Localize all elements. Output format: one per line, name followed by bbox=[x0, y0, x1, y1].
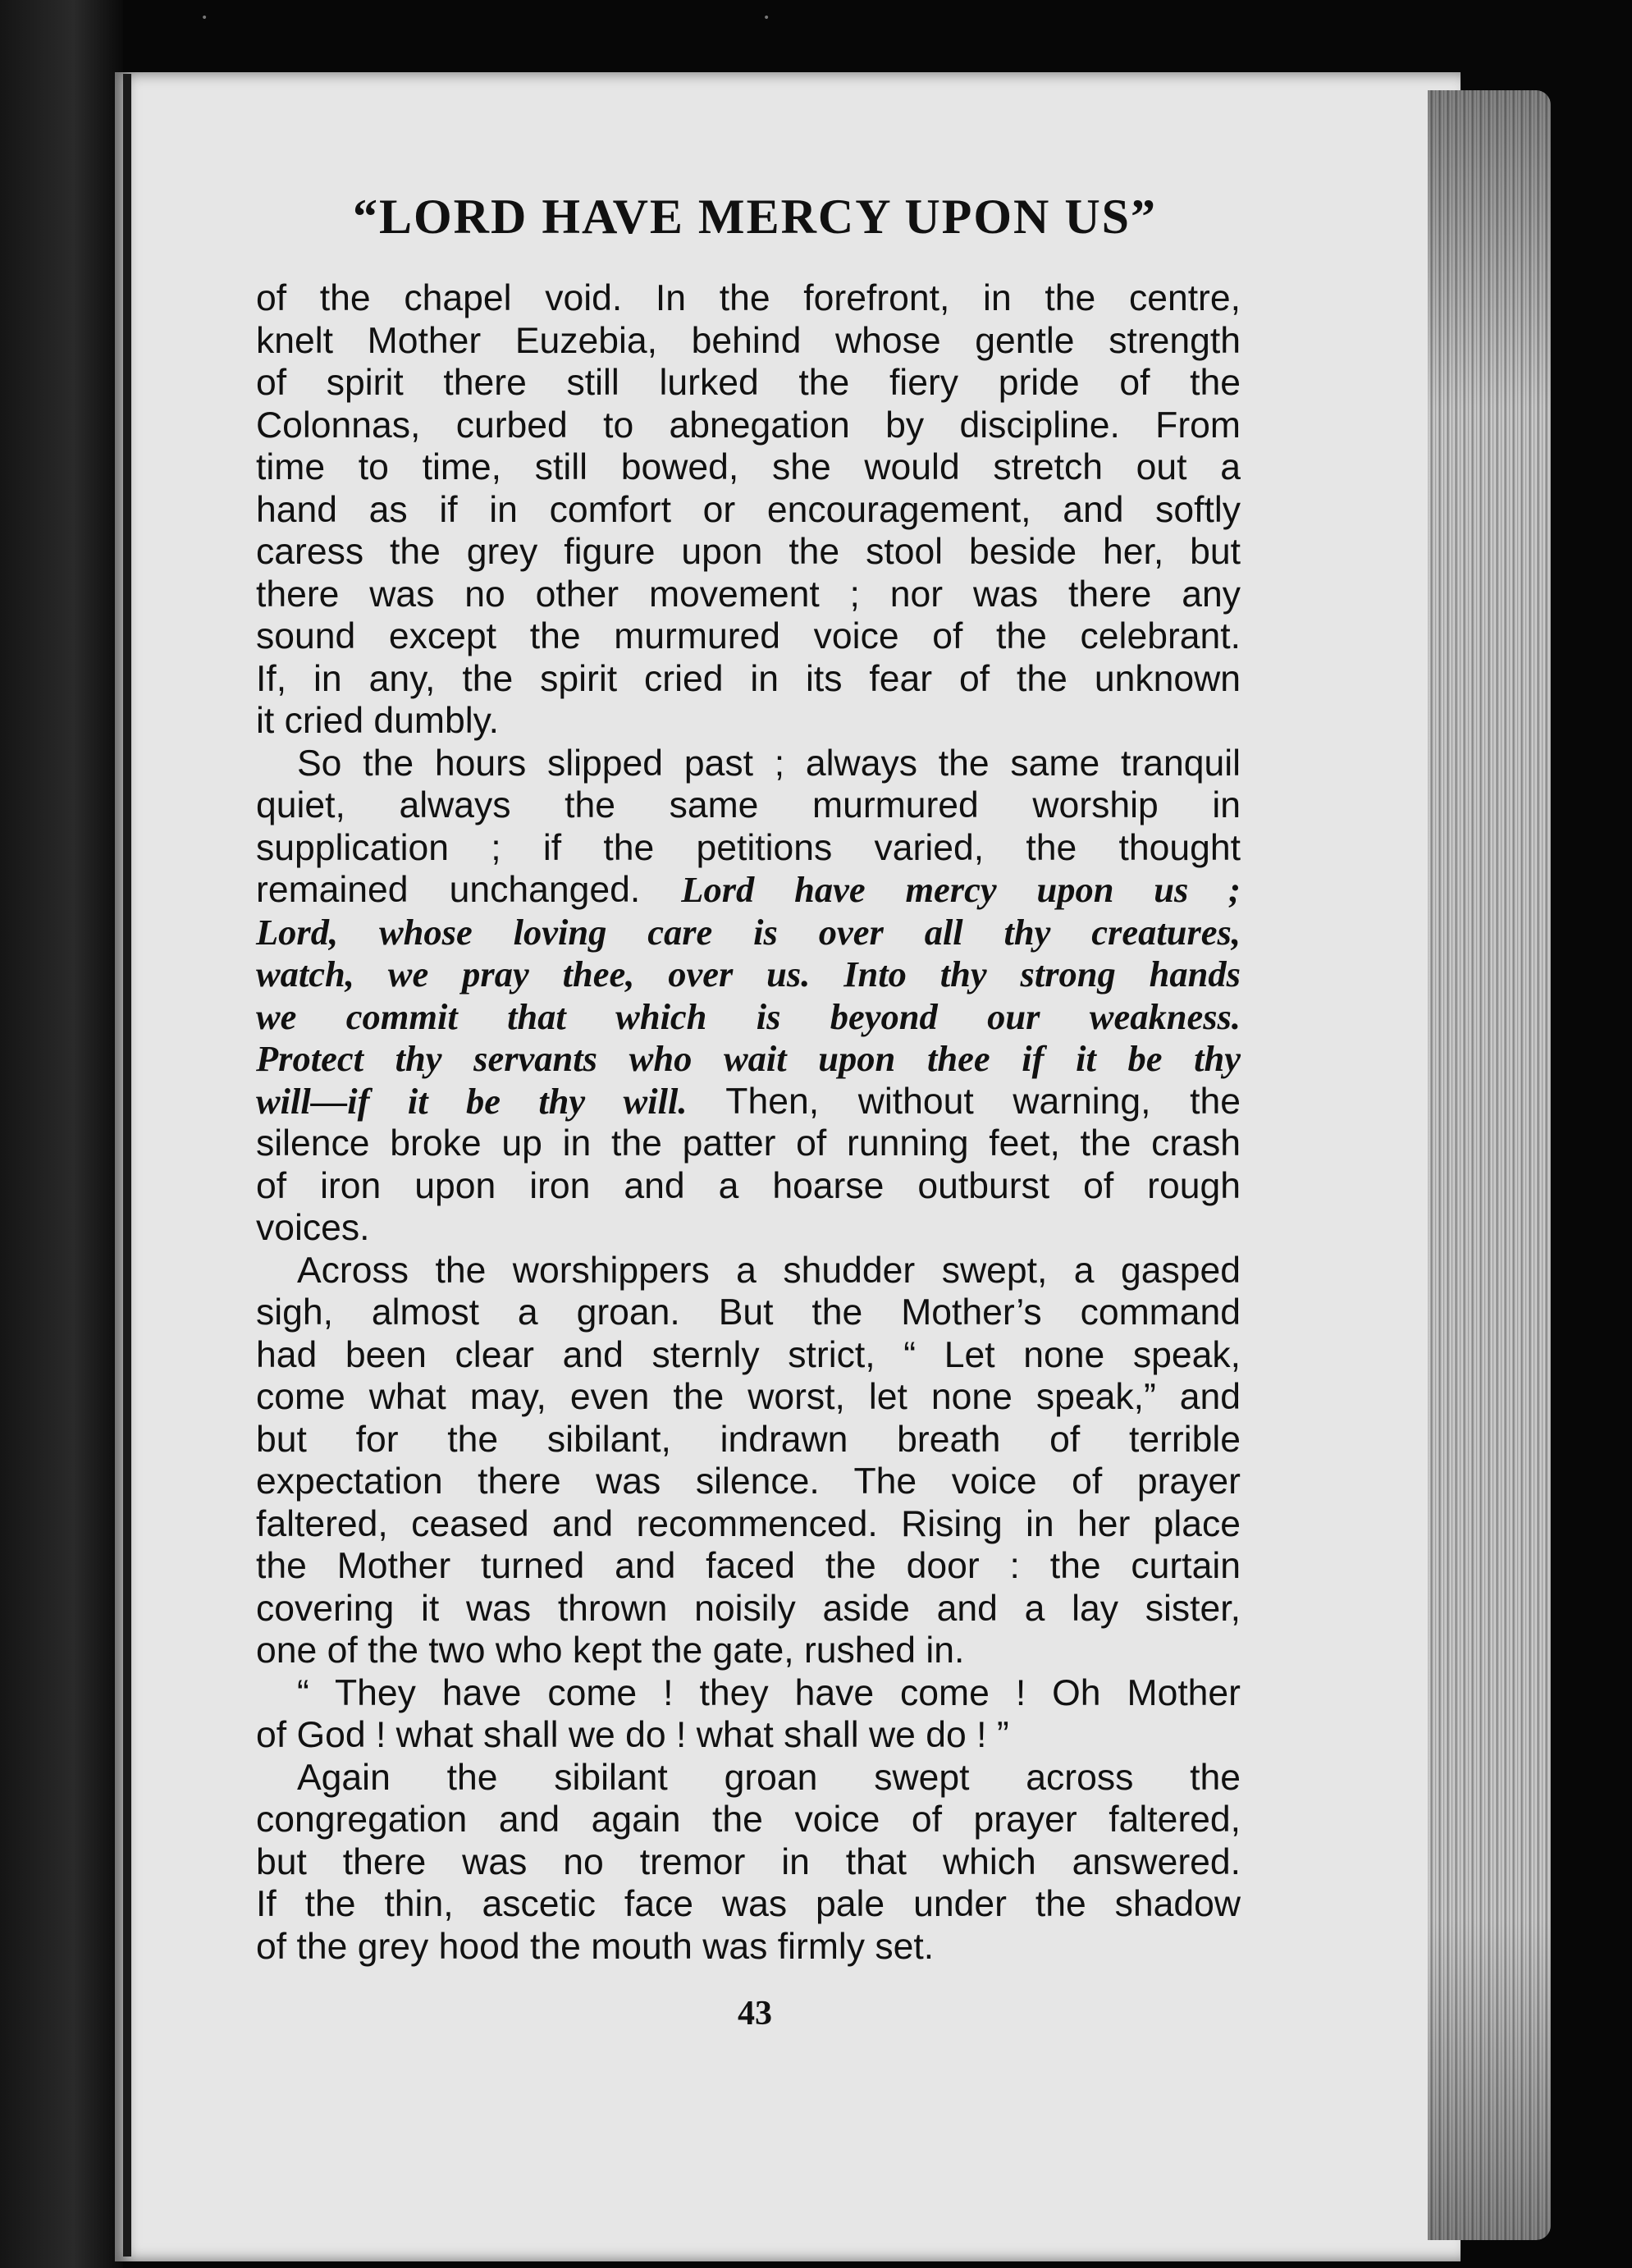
spine-shadow bbox=[123, 74, 131, 2257]
text-line: quiet, always the same murmured worship in bbox=[256, 785, 1241, 825]
text-line: Colonnas, curbed to abnegation by discipline. From bbox=[256, 405, 1241, 446]
left-page-edge bbox=[0, 0, 123, 2268]
running-head: “LORD HAVE MERCY UPON US” bbox=[352, 190, 1158, 244]
text-line: expectation there was silence. The voice of prayer bbox=[256, 1461, 1241, 1502]
text-line: So the hours slipped past ; always the same tranquil bbox=[297, 743, 1241, 784]
page-block-shading bbox=[1428, 90, 1551, 2240]
scan-speck: • bbox=[763, 11, 770, 25]
text-line: come what may, even the worst, let none speak,” and bbox=[256, 1377, 1241, 1417]
text-line: of the chapel void. In the forefront, in the centre, bbox=[256, 278, 1241, 318]
text-line: of God ! what shall we do ! what shall we do ! ” bbox=[256, 1715, 1009, 1755]
text-line: of iron upon iron and a hoarse outburst of rough bbox=[256, 1165, 1241, 1206]
text-line: one of the two who kept the gate, rushed in. bbox=[256, 1630, 965, 1671]
text-line: it cried dumbly. bbox=[256, 701, 499, 741]
text-line: Lord, whose loving care is over all thy creatures, bbox=[256, 911, 1241, 953]
text-line: If the thin, ascetic face was pale under the shadow bbox=[256, 1884, 1241, 1924]
text-line: Across the worshippers a shudder swept, a gasped bbox=[297, 1250, 1241, 1291]
text-line: supplication ; if the petitions varied, the thought bbox=[256, 827, 1241, 868]
text-line: time to time, still bowed, she would stretch out a bbox=[256, 447, 1241, 487]
text-line: silence broke up in the patter of running feet, the crash bbox=[256, 1123, 1241, 1164]
text-line: of spirit there still lurked the fiery pride of the bbox=[256, 363, 1241, 403]
text-line: “ They have come ! they have come ! Oh Mother bbox=[297, 1672, 1241, 1713]
text-line: but there was no tremor in that which answered. bbox=[256, 1841, 1241, 1882]
text-line: Protect thy servants who wait upon thee if it be thy bbox=[256, 1038, 1241, 1079]
text-line: the Mother turned and faced the door : the curtain bbox=[256, 1546, 1241, 1586]
text-line: watch, we pray thee, over us. Into thy strong hands bbox=[256, 953, 1241, 995]
text-line: caress the grey figure upon the stool beside her, but bbox=[256, 532, 1241, 572]
text-line: will—if it be thy will. Then, without warning, the bbox=[256, 1080, 1241, 1122]
text-line: had been clear and sternly strict, “ Let none speak, bbox=[256, 1334, 1241, 1375]
text-line: but for the sibilant, indrawn breath of terrible bbox=[256, 1419, 1241, 1460]
page-number: 43 bbox=[738, 1995, 772, 2033]
text-line: knelt Mother Euzebia, behind whose gentle strength bbox=[256, 320, 1241, 361]
text-line: faltered, ceased and recommenced. Rising in her place bbox=[256, 1503, 1241, 1544]
text-line: there was no other movement ; nor was there any bbox=[256, 574, 1241, 615]
text-line: Again the sibilant groan swept across the bbox=[297, 1757, 1241, 1798]
text-line: sigh, almost a groan. But the Mother’s command bbox=[256, 1292, 1241, 1333]
text-line: covering it was thrown noisily aside and a lay sister, bbox=[256, 1588, 1241, 1629]
text-line: voices. bbox=[256, 1208, 370, 1248]
text-line: congregation and again the voice of prayer faltered, bbox=[256, 1799, 1241, 1840]
text-line: of the grey hood the mouth was firmly set. bbox=[256, 1926, 935, 1967]
text-line: sound except the murmured voice of the celebrant. bbox=[256, 616, 1241, 656]
text-line: remained unchanged. Lord have mercy upon us ; bbox=[256, 869, 1241, 910]
text-line: If, in any, the spirit cried in its fear of the unknown bbox=[256, 658, 1241, 699]
body-text bbox=[256, 277, 1241, 1968]
scan-speck: • bbox=[201, 11, 208, 25]
text-line: we commit that which is beyond our weakness. bbox=[256, 995, 1241, 1037]
text-line: hand as if in comfort or encouragement, and softly bbox=[256, 489, 1241, 530]
